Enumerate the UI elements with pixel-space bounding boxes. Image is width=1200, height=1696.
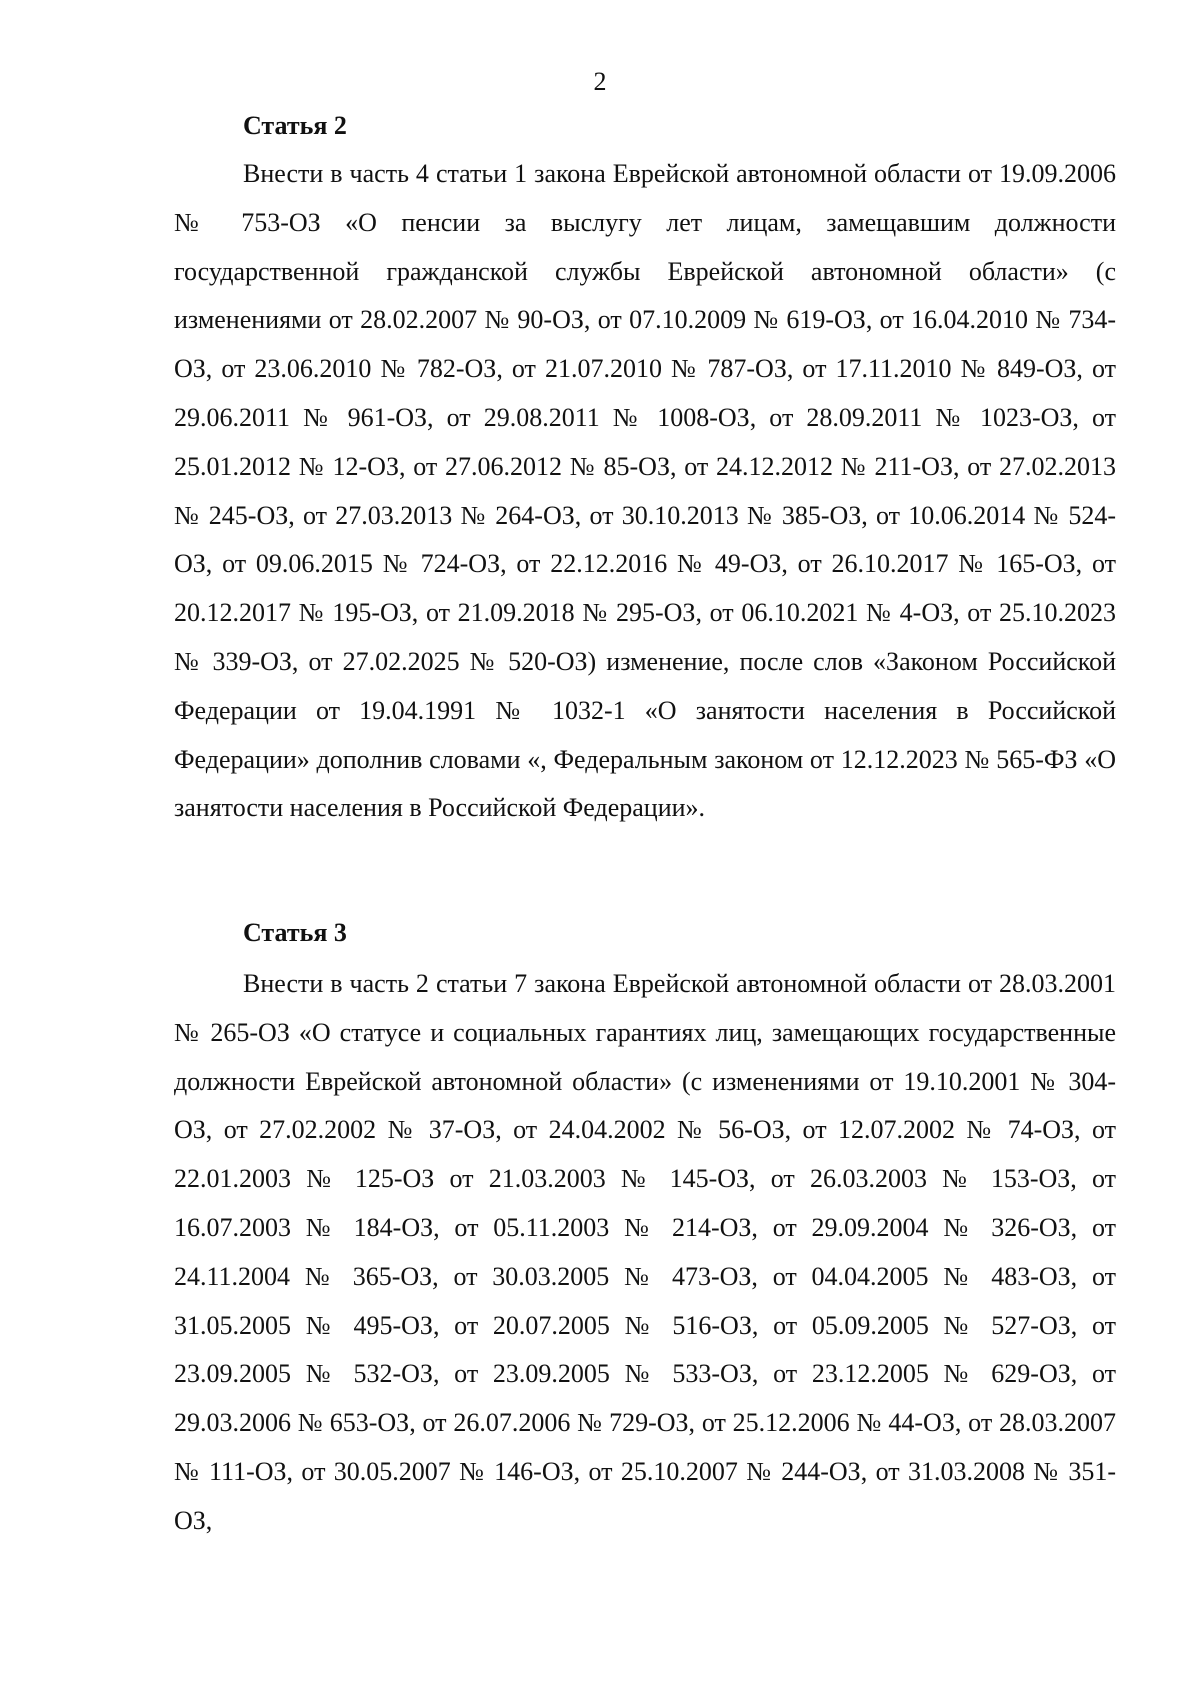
page-number: 2: [593, 67, 607, 96]
article-2-heading: Статья 2: [243, 111, 347, 140]
article-3-text: Внести в часть 2 статьи 7 закона Еврейской автономной области от 28.03.2001 № 265-ОЗ «О статусе и социальных гарантиях лиц, замещающих государственные должности Еврейской автономной области» (с изменениями от 19.10.2001 № 304-ОЗ, от 27.02.2002 № 37-ОЗ, от 24.04.2002 № 56-ОЗ, от 12.07.2002 № 74-ОЗ, от 22.01.2003 № 125-ОЗ от 21.03.2003 № 145-ОЗ, от 26.03.2003 № 153-ОЗ, от 16.07.2003 № 184-ОЗ, от 05.11.2003 № 214-ОЗ, от 29.09.2004 № 326-ОЗ, от 24.11.2004 № 365-ОЗ, от 30.03.2005 № 473-ОЗ, от 04.04.2005 № 483-ОЗ, от 31.05.2005 № 495-ОЗ, от 20.07.2005 № 516-ОЗ, от 05.09.2005 № 527-ОЗ, от 23.09.2005 № 532-ОЗ, от 23.09.2005 № 533-ОЗ, от 23.12.2005 № 629-ОЗ, от 29.03.2006 № 653-ОЗ, от 26.07.2006 № 729-ОЗ, от 25.12.2006 № 44-ОЗ, от 28.03.2007 № 111-ОЗ, от 30.05.2007 № 146-ОЗ, от 25.10.2007 № 244-ОЗ, от 31.03.2008 № 351-ОЗ,: [174, 969, 1116, 1535]
article-2-text: Внести в часть 4 статьи 1 закона Еврейской автономной области от 19.09.2006 № 753-ОЗ «О пенсии за выслугу лет лицам, замещавшим должности государственной гражданской службы Еврейской автономной области» (с изменениями от 28.02.2007 № 90-ОЗ, от 07.10.2009 № 619-ОЗ, от 16.04.2010 № 734-ОЗ, от 23.06.2010 № 782-ОЗ, от 21.07.2010 № 787-ОЗ, от 17.11.2010 № 849-ОЗ, от 29.06.2011 № 961-ОЗ, от 29.08.2011 № 1008-ОЗ, от 28.09.2011 № 1023-ОЗ, от 25.01.2012 № 12-ОЗ, от 27.06.2012 № 85-ОЗ, от 24.12.2012 № 211-ОЗ, от 27.02.2013 № 245-ОЗ, от 27.03.2013 № 264-ОЗ, от 30.10.2013 № 385-ОЗ, от 10.06.2014 № 524-ОЗ, от 09.06.2015 № 724-ОЗ, от 22.12.2016 № 49-ОЗ, от 26.10.2017 № 165-ОЗ, от 20.12.2017 № 195-ОЗ, от 21.09.2018 № 295-ОЗ, от 06.10.2021 № 4-ОЗ, от 25.10.2023 № 339-ОЗ, от 27.02.2025 № 520-ОЗ) изменение, после слов «Законом Российской Федерации от 19.04.1991 № 1032-1 «О занятости населения в Российской Федерации» дополнив словами «, Федеральным законом от 12.12.2023 № 565-ФЗ «О занятости населения в Российской Федерации».: [174, 159, 1116, 823]
article-3-heading: Статья 3: [243, 918, 347, 947]
